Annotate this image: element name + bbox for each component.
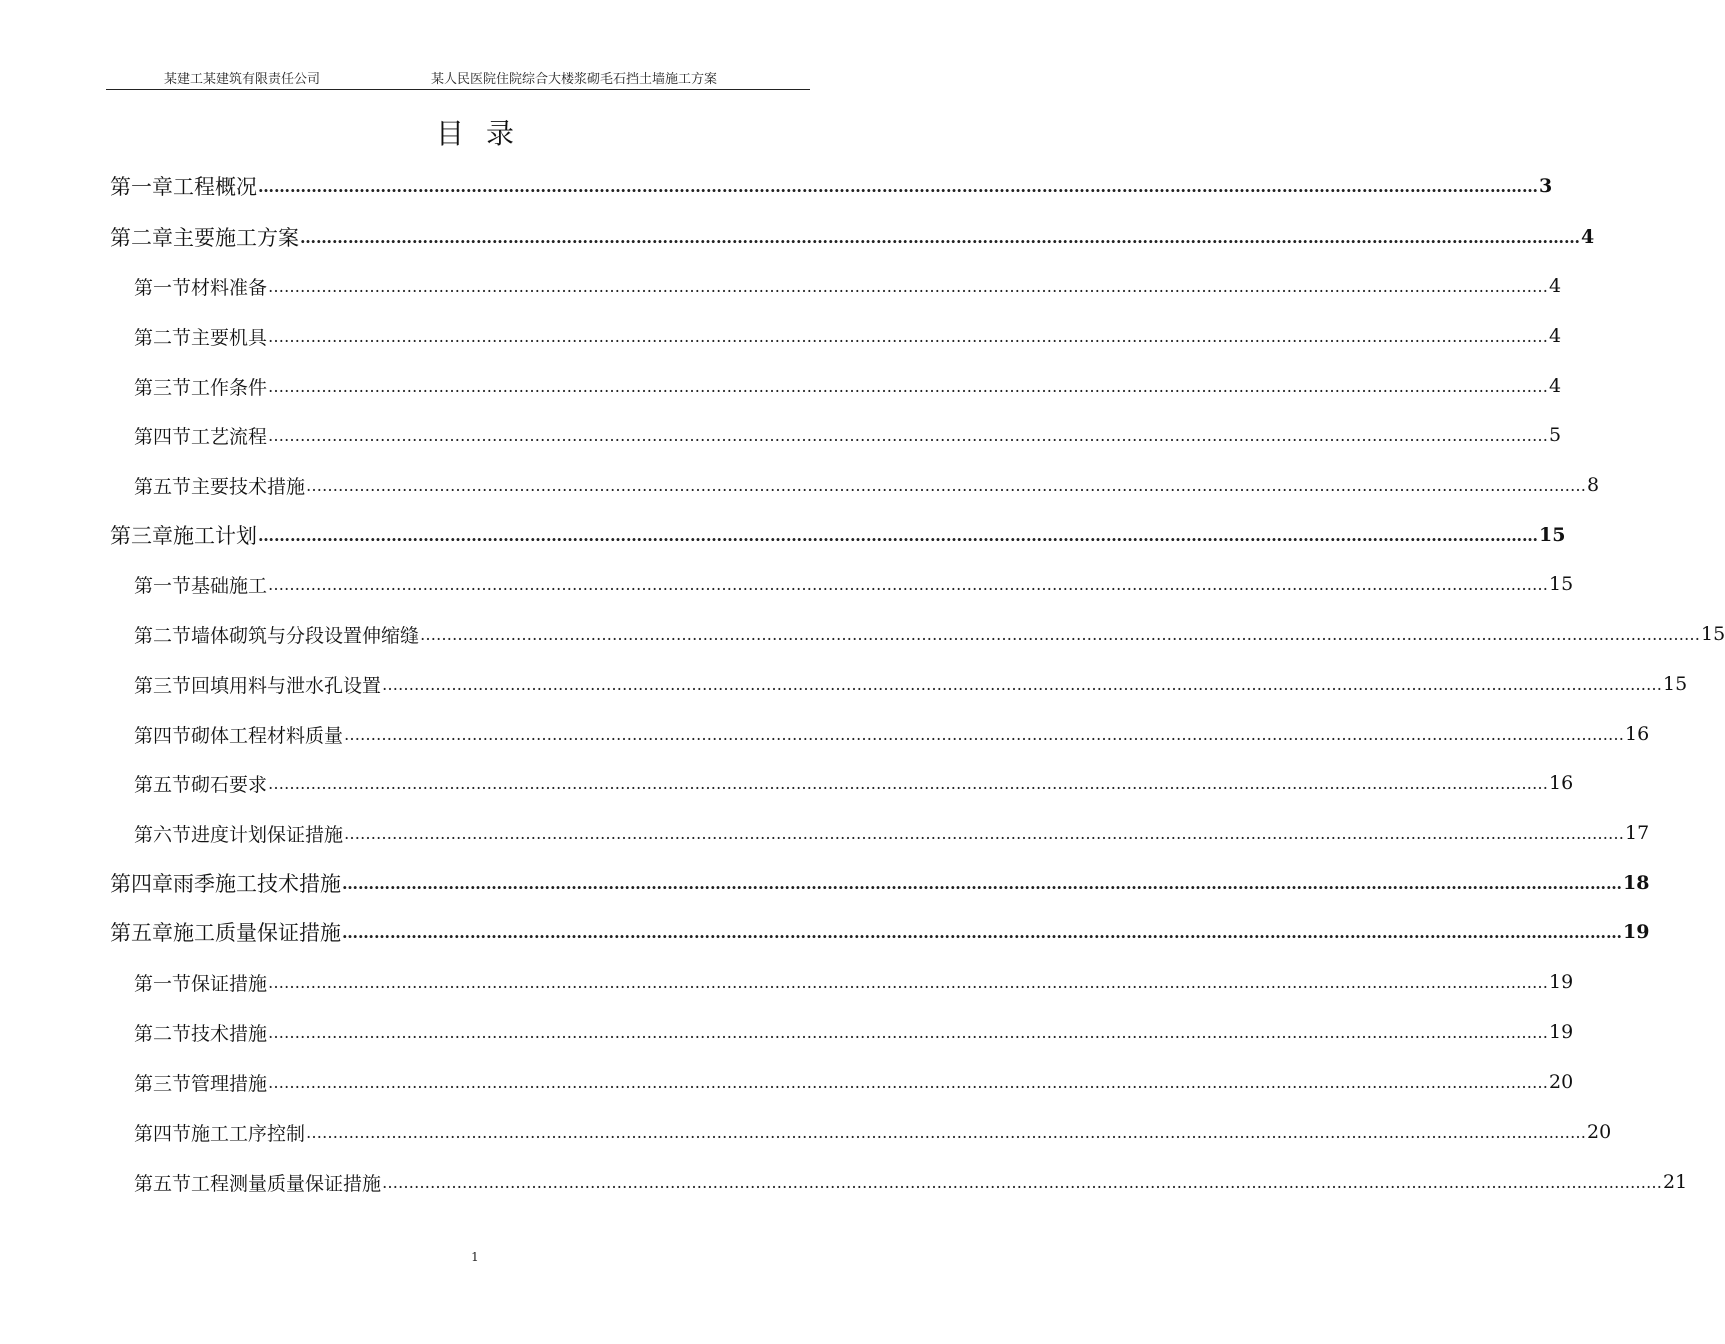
- toc-entry-number: 第五节: [134, 1172, 192, 1195]
- toc-dot-leader: ……………………………………………………………………………………………………………………………………………………………………………………………………………………: [268, 326, 1549, 346]
- toc-section-entry[interactable]: [134, 370, 1562, 402]
- toc-entry-title: 施工计划: [173, 524, 257, 548]
- toc-entry-number: 第五节: [134, 475, 192, 498]
- toc-dot-leader: ……………………………………………………………………………………………………………………………………………………………………………………………………………………: [420, 624, 1701, 644]
- toc-entry-title: 材料准备: [191, 276, 268, 299]
- toc-entry-number: 第四节: [134, 425, 192, 448]
- toc-section-entry[interactable]: [134, 1066, 1574, 1098]
- toc-entry-page-number: 15: [1663, 673, 1688, 695]
- toc-entry-number: 第三节: [134, 1072, 192, 1095]
- header-company: 某建工某建筑有限责任公司: [164, 72, 321, 87]
- toc-entry-page-number: 18: [1623, 872, 1650, 894]
- toc-dot-leader: ……………………………………………………………………………………………………………………………………………………………………………………………………………………: [342, 873, 1622, 893]
- toc-entry-page-number: 4: [1549, 275, 1562, 297]
- toc-entry-title: 保证措施: [191, 972, 268, 995]
- toc-entry-number: 第三节: [134, 674, 192, 697]
- toc-section-entry[interactable]: [134, 618, 1725, 650]
- toc-chapter-entry[interactable]: [110, 916, 1650, 948]
- toc-entry-number: 第二节: [134, 326, 192, 349]
- toc-section-entry[interactable]: [134, 320, 1562, 352]
- toc-entry-title: 主要技术措施: [191, 475, 306, 498]
- toc-section-entry[interactable]: [134, 817, 1650, 849]
- toc-entry-page-number: 3: [1539, 175, 1553, 197]
- toc-section-entry[interactable]: [134, 419, 1562, 451]
- toc-entry-title: 雨季施工技术措施: [173, 872, 341, 896]
- toc-entry-title: 主要机具: [191, 326, 268, 349]
- toc-section-entry[interactable]: [134, 1016, 1574, 1048]
- toc-dot-leader: ……………………………………………………………………………………………………………………………………………………………………………………………………………………: [268, 276, 1549, 296]
- toc-entry-page-number: 20: [1587, 1121, 1612, 1143]
- toc-chapter-entry[interactable]: [110, 221, 1595, 253]
- toc-chapter-entry[interactable]: [110, 170, 1553, 202]
- toc-entry-page-number: 15: [1701, 623, 1725, 645]
- toc-entry-title: 工程测量质量保证措施: [191, 1172, 382, 1195]
- toc-section-entry[interactable]: [134, 718, 1650, 750]
- toc-entry-page-number: 17: [1625, 822, 1650, 844]
- toc-entry-title: 施工质量保证措施: [173, 921, 341, 945]
- toc-entry-number: 第一节: [134, 276, 192, 299]
- toc-dot-leader: ……………………………………………………………………………………………………………………………………………………………………………………………………………………: [300, 227, 1580, 247]
- toc-section-entry[interactable]: [134, 966, 1574, 998]
- toc-entry-number: 第六节: [134, 823, 192, 846]
- toc-entry-page-number: 19: [1623, 921, 1650, 943]
- toc-entry-page-number: 15: [1539, 524, 1566, 546]
- toc-entry-number: 第五节: [134, 773, 192, 796]
- toc-entry-title: 进度计划保证措施: [191, 823, 344, 846]
- toc-dot-leader: ……………………………………………………………………………………………………………………………………………………………………………………………………………………: [382, 674, 1663, 694]
- toc-entry-page-number: 4: [1549, 375, 1562, 397]
- toc-dot-leader: ……………………………………………………………………………………………………………………………………………………………………………………………………………………: [268, 1022, 1549, 1042]
- toc-dot-leader: ……………………………………………………………………………………………………………………………………………………………………………………………………………………: [258, 176, 1538, 196]
- toc-entry-title: 工作条件: [191, 376, 268, 399]
- toc-section-entry[interactable]: [134, 568, 1574, 600]
- toc-entry-page-number: 16: [1549, 772, 1574, 794]
- toc-dot-leader: ……………………………………………………………………………………………………………………………………………………………………………………………………………………: [258, 525, 1538, 545]
- toc-section-entry[interactable]: [134, 1116, 1612, 1148]
- toc-dot-leader: ……………………………………………………………………………………………………………………………………………………………………………………………………………………: [306, 1122, 1587, 1142]
- toc-entry-title: 施工工序控制: [191, 1122, 306, 1145]
- toc-section-entry[interactable]: [134, 469, 1600, 501]
- toc-section-entry[interactable]: [134, 270, 1562, 302]
- toc-entry-number: 第二节: [134, 1022, 192, 1045]
- toc-section-entry[interactable]: [134, 668, 1688, 700]
- toc-entry-number: 第三章: [110, 524, 173, 548]
- toc-dot-leader: ……………………………………………………………………………………………………………………………………………………………………………………………………………………: [344, 823, 1625, 843]
- toc-dot-leader: ……………………………………………………………………………………………………………………………………………………………………………………………………………………: [268, 376, 1549, 396]
- toc-dot-leader: ……………………………………………………………………………………………………………………………………………………………………………………………………………………: [268, 425, 1549, 445]
- toc-entry-page-number: 4: [1549, 325, 1562, 347]
- toc-entry-page-number: 8: [1587, 474, 1600, 496]
- toc-entry-page-number: 19: [1549, 1021, 1574, 1043]
- page-number: 1: [471, 1250, 479, 1264]
- toc-entry-number: 第四章: [110, 872, 173, 896]
- toc-dot-leader: ……………………………………………………………………………………………………………………………………………………………………………………………………………………: [344, 724, 1625, 744]
- toc-entry-number: 第四节: [134, 724, 192, 747]
- toc-entry-number: 第二节: [134, 624, 192, 647]
- toc-entry-page-number: 16: [1625, 723, 1650, 745]
- toc-entry-title: 技术措施: [191, 1022, 268, 1045]
- toc-entry-number: 第一节: [134, 972, 192, 995]
- toc-entry-page-number: 4: [1581, 226, 1595, 248]
- toc-dot-leader: ……………………………………………………………………………………………………………………………………………………………………………………………………………………: [382, 1172, 1663, 1192]
- toc-entry-page-number: 21: [1663, 1171, 1688, 1193]
- toc-entry-page-number: 15: [1549, 573, 1574, 595]
- toc-entry-title: 砌石要求: [191, 773, 268, 796]
- toc-dot-leader: ……………………………………………………………………………………………………………………………………………………………………………………………………………………: [306, 475, 1587, 495]
- toc-entry-page-number: 19: [1549, 971, 1574, 993]
- header-document-title: 某人民医院住院综合大楼浆砌毛石挡土墙施工方案: [431, 72, 718, 87]
- toc-entry-title: 工程概况: [173, 175, 257, 199]
- toc-dot-leader: ……………………………………………………………………………………………………………………………………………………………………………………………………………………: [268, 574, 1549, 594]
- toc-entry-number: 第三节: [134, 376, 192, 399]
- toc-entry-number: 第二章: [110, 226, 173, 250]
- toc-entry-page-number: 20: [1549, 1071, 1574, 1093]
- toc-dot-leader: ……………………………………………………………………………………………………………………………………………………………………………………………………………………: [342, 922, 1622, 942]
- toc-entry-title: 回填用料与泄水孔设置: [191, 674, 382, 697]
- toc-entry-number: 第一节: [134, 574, 192, 597]
- toc-entry-title: 砌体工程材料质量: [191, 724, 344, 747]
- toc-title: 目录: [435, 117, 536, 150]
- toc-entry-title: 基础施工: [191, 574, 268, 597]
- toc-entry-number: 第四节: [134, 1122, 192, 1145]
- toc-section-entry[interactable]: [134, 1166, 1688, 1198]
- toc-entry-number: 第五章: [110, 921, 173, 945]
- toc-section-entry[interactable]: [134, 767, 1574, 799]
- toc-entry-title: 墙体砌筑与分段设置伸缩缝: [191, 624, 420, 647]
- toc-entry-title: 管理措施: [191, 1072, 268, 1095]
- toc-dot-leader: ……………………………………………………………………………………………………………………………………………………………………………………………………………………: [268, 773, 1549, 793]
- toc-entry-number: 第一章: [110, 175, 173, 199]
- toc-chapter-entry[interactable]: [110, 867, 1650, 899]
- toc-entry-title: 工艺流程: [191, 425, 268, 448]
- toc-entry-page-number: 5: [1549, 424, 1562, 446]
- toc-chapter-entry[interactable]: [110, 519, 1566, 551]
- toc-dot-leader: ……………………………………………………………………………………………………………………………………………………………………………………………………………………: [268, 1072, 1549, 1092]
- page-header: [106, 70, 810, 90]
- toc-entry-title: 主要施工方案: [173, 226, 299, 250]
- toc-dot-leader: ……………………………………………………………………………………………………………………………………………………………………………………………………………………: [268, 972, 1549, 992]
